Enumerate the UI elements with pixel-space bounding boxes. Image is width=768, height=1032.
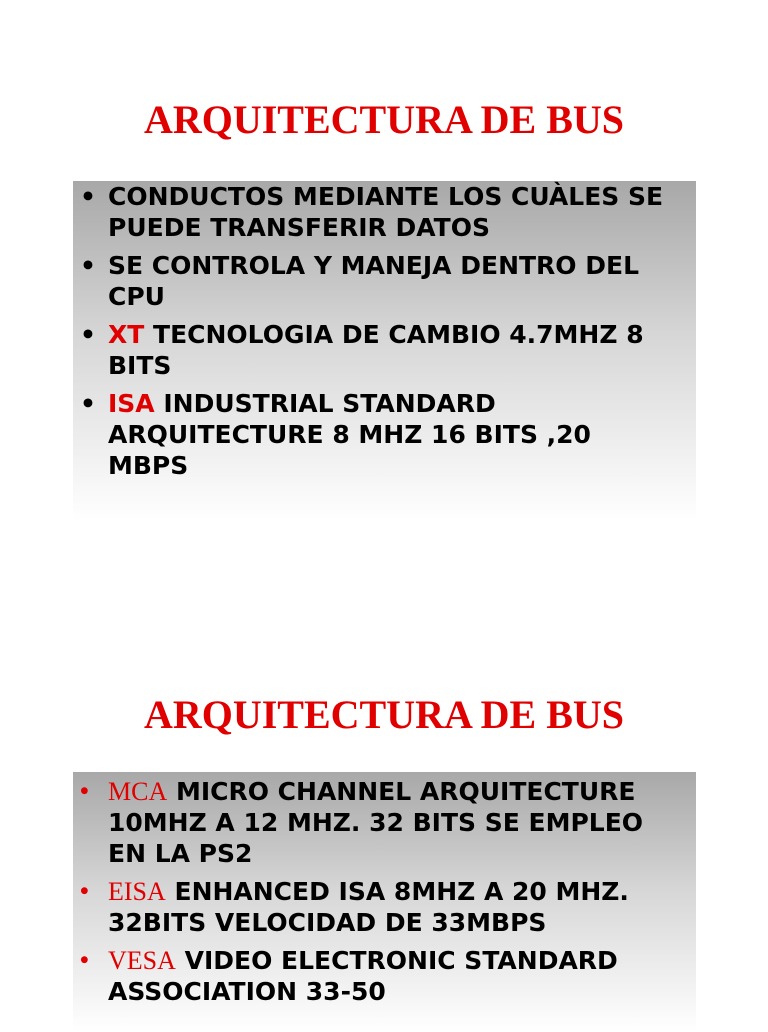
- bullet-item: [78, 945, 678, 1007]
- bullet-text: SE CONTROLA Y MANEJA DENTRO DEL CPU: [108, 251, 640, 311]
- bullet-icon: •: [80, 778, 89, 805]
- bullet-item: [78, 319, 678, 381]
- bullet-keyword: ISA: [108, 389, 155, 418]
- bullet-keyword: MCA: [108, 777, 168, 806]
- bullet-icon: •: [80, 389, 96, 418]
- slide-title: ARQUITECTURA DE BUS: [143, 97, 625, 142]
- bullet-icon: •: [80, 251, 96, 280]
- slide-title: ARQUITECTURA DE BUS: [143, 692, 625, 737]
- bullet-icon: •: [80, 320, 96, 349]
- bullet-icon: •: [80, 878, 89, 905]
- bullet-icon: •: [80, 947, 89, 974]
- bullet-item: [78, 388, 678, 481]
- bullet-keyword: VESA: [108, 946, 176, 975]
- bullet-text: TECNOLOGIA DE CAMBIO 4.7MHZ 8 BITS: [108, 320, 644, 380]
- bullet-text: ENHANCED ISA 8MHZ A 20 MHZ. 32BITS VELOCIDAD DE 33MBPS: [108, 877, 629, 937]
- bullet-text: CONDUCTOS MEDIANTE LOS CUÀLES SE PUEDE TRANSFERIR DATOS: [108, 182, 664, 242]
- bullet-item: [78, 250, 678, 312]
- bullet-keyword: EISA: [108, 877, 166, 906]
- slide-2: [0, 600, 768, 1024]
- bullet-item: [78, 181, 678, 243]
- bullet-icon: •: [80, 182, 96, 211]
- bullet-list: [78, 181, 678, 488]
- bullet-list: [78, 776, 678, 1014]
- bullet-text: INDUSTRIAL STANDARD ARQUITECTURE 8 MHZ 16 BITS ,20 MBPS: [108, 389, 591, 480]
- bullet-item: [78, 876, 678, 938]
- bullet-text: VIDEO ELECTRONIC STANDARD ASSOCIATION 33-50: [108, 946, 618, 1006]
- bullet-item: [78, 776, 678, 869]
- bullet-text: MICRO CHANNEL ARQUITECTURE 10MHZ A 12 MHZ. 32 BITS SE EMPLEO EN LA PS2: [108, 777, 644, 868]
- bullet-keyword: XT: [108, 320, 145, 349]
